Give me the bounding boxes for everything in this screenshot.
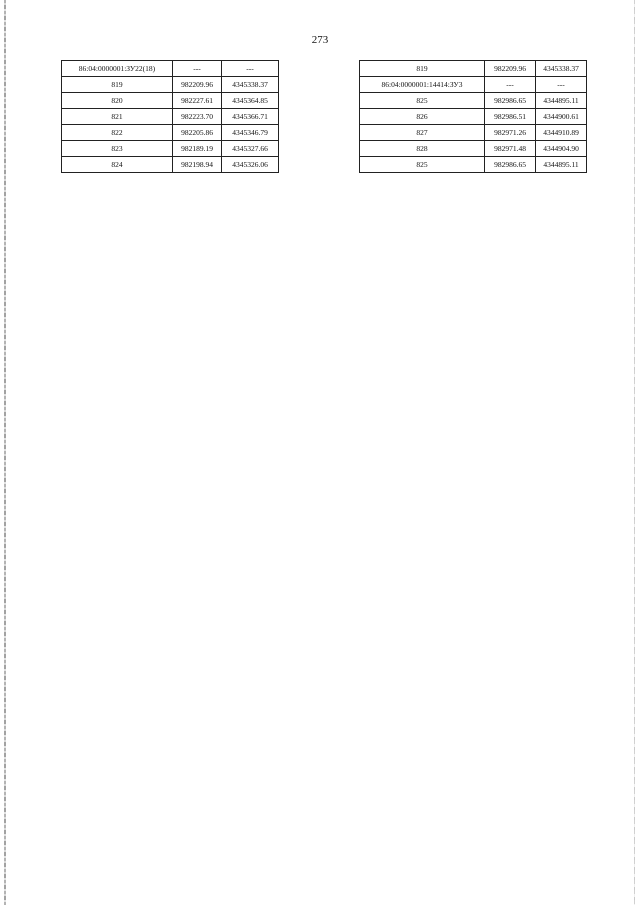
y-coordinate-cell: 4345366.71 — [222, 109, 279, 125]
point-or-parcel-cell: 819 — [62, 77, 173, 93]
x-coordinate-cell: 982209.96 — [485, 61, 536, 77]
table-row — [360, 141, 587, 157]
table-row — [360, 109, 587, 125]
x-coordinate-cell: 982205.86 — [173, 125, 222, 141]
y-coordinate-cell: 4345326.06 — [222, 157, 279, 173]
table-row — [360, 61, 587, 77]
table-row — [360, 125, 587, 141]
y-coordinate-cell: 4345338.37 — [222, 77, 279, 93]
table-row — [360, 157, 587, 173]
point-or-parcel-cell: 821 — [62, 109, 173, 125]
coordinates-table-right — [359, 60, 587, 173]
y-coordinate-cell: 4344904.90 — [536, 141, 587, 157]
x-coordinate-cell: 982223.70 — [173, 109, 222, 125]
y-coordinate-cell: 4345327.66 — [222, 141, 279, 157]
x-coordinate-cell: 982971.48 — [485, 141, 536, 157]
table-row — [62, 61, 279, 77]
point-or-parcel-cell: 86:04:0000001:ЗУ22(18) — [62, 61, 173, 77]
table-row — [62, 93, 279, 109]
point-or-parcel-cell: 828 — [360, 141, 485, 157]
y-coordinate-cell: 4344895.11 — [536, 157, 587, 173]
table-row — [62, 109, 279, 125]
x-coordinate-cell: 982209.96 — [173, 77, 222, 93]
x-coordinate-cell: 982189.19 — [173, 141, 222, 157]
y-coordinate-cell: 4344900.61 — [536, 109, 587, 125]
table-row — [360, 77, 587, 93]
table-row — [62, 141, 279, 157]
y-coordinate-cell: 4345346.79 — [222, 125, 279, 141]
y-coordinate-cell: --- — [222, 61, 279, 77]
table-row — [62, 125, 279, 141]
point-or-parcel-cell: 819 — [360, 61, 485, 77]
y-coordinate-cell: 4345364.85 — [222, 93, 279, 109]
point-or-parcel-cell: 824 — [62, 157, 173, 173]
x-coordinate-cell: --- — [173, 61, 222, 77]
table-row — [62, 77, 279, 93]
coordinates-table-left — [61, 60, 279, 173]
x-coordinate-cell: 982198.94 — [173, 157, 222, 173]
y-coordinate-cell: --- — [536, 77, 587, 93]
point-or-parcel-cell: 820 — [62, 93, 173, 109]
x-coordinate-cell: 982986.51 — [485, 109, 536, 125]
y-coordinate-cell: 4344910.89 — [536, 125, 587, 141]
table-row — [62, 157, 279, 173]
point-or-parcel-cell: 827 — [360, 125, 485, 141]
point-or-parcel-cell: 825 — [360, 157, 485, 173]
table-row — [360, 93, 587, 109]
scan-edge-right — [634, 0, 635, 905]
y-coordinate-cell: 4345338.37 — [536, 61, 587, 77]
scan-edge-left — [4, 0, 6, 905]
y-coordinate-cell: 4344895.11 — [536, 93, 587, 109]
point-or-parcel-cell: 86:04:0000001:14414:ЗУ3 — [360, 77, 485, 93]
point-or-parcel-cell: 823 — [62, 141, 173, 157]
point-or-parcel-cell: 822 — [62, 125, 173, 141]
page-number: 273 — [311, 34, 329, 46]
x-coordinate-cell: 982986.65 — [485, 157, 536, 173]
x-coordinate-cell: 982227.61 — [173, 93, 222, 109]
point-or-parcel-cell: 826 — [360, 109, 485, 125]
x-coordinate-cell: 982971.26 — [485, 125, 536, 141]
x-coordinate-cell: --- — [485, 77, 536, 93]
point-or-parcel-cell: 825 — [360, 93, 485, 109]
x-coordinate-cell: 982986.65 — [485, 93, 536, 109]
